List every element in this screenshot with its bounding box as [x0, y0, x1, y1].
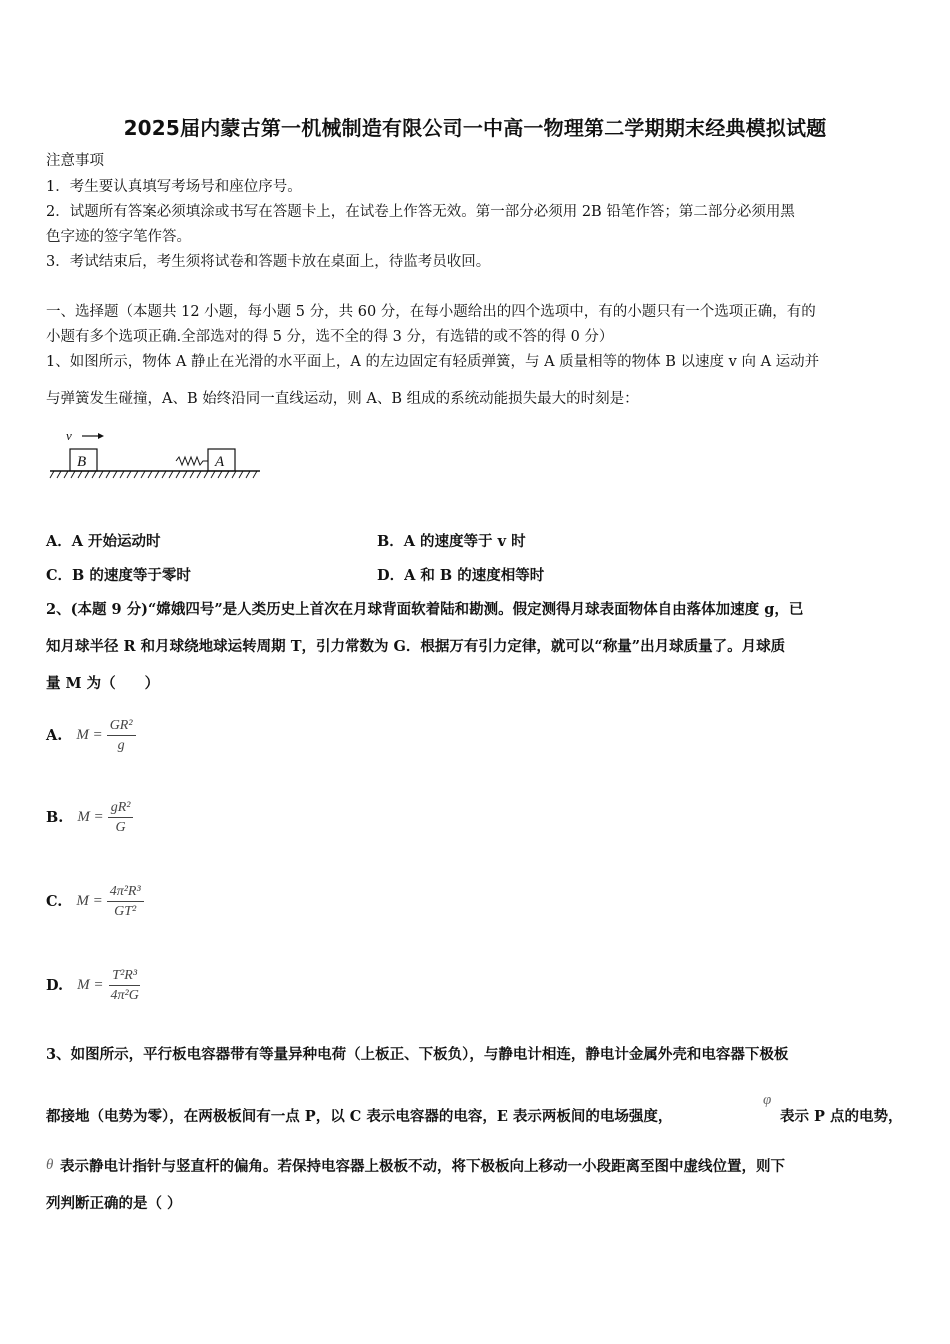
- q2-option-a-lhs: M =: [76, 726, 103, 743]
- q2-text-line2: 知月球半径 R 和月球绕地球运转周期 T，引力常数为 G．根据万有引力定律，就可以“称量”出月球质量了。月球质: [46, 638, 786, 655]
- q2-option-d-denominator: 4π²G: [110, 987, 139, 1003]
- q3-text-line2b: 表示 P 点的电势，: [780, 1108, 903, 1125]
- q2-option-b-fraction: [108, 799, 134, 836]
- q2-option-c-numerator: 4π²R³: [107, 883, 144, 902]
- q2-option-b-lhs: M =: [77, 808, 104, 825]
- q2-option-a-fraction: [107, 717, 136, 754]
- q3-text-line4: 列判断正确的是（ ）: [46, 1195, 182, 1212]
- q2-option-c-fraction: [107, 883, 144, 920]
- spring: [176, 457, 208, 465]
- q3-text-line1: 3、如图所示，平行板电容器带有等量异种电荷（上板正、下板负），与静电计相连，静电计金属外壳和电容器下极板: [46, 1046, 789, 1063]
- section-heading-line2: 小题有多个选项正确.全部选对的得 5 分，选不全的得 3 分，有选错的或不答的得 0 分）: [46, 329, 614, 345]
- q2-option-d-label: D.: [46, 976, 64, 994]
- q2-option-c-label: C.: [46, 892, 63, 910]
- block-a-label: A: [215, 454, 225, 470]
- q2-option-d-numerator: T²R³: [109, 967, 140, 986]
- notice-item-2-cont: 色字迹的签字笔作答。: [46, 229, 191, 245]
- ground-hatching: [50, 471, 257, 478]
- q2-option-b-label: B.: [46, 808, 64, 826]
- q2-option-a: [46, 711, 136, 759]
- q1-text-line2: 与弹簧发生碰撞，A、B 始终沿同一直线运动，则 A、B 组成的系统动能损失最大的时刻是：: [46, 391, 639, 407]
- q2-option-d-fraction: [107, 967, 141, 1004]
- q1-text-line1: 1、如图所示，物体 A 静止在光滑的水平面上，A 的左边固定有轻质弹簧，与 A 质量相等的物体 B 以速度 v 向 A 运动并: [46, 354, 820, 370]
- q3-theta-symbol: θ: [46, 1157, 54, 1173]
- q2-text-line3: 量 M 为（ ）: [46, 675, 160, 692]
- section-heading-line1: 一、选择题（本题共 12 小题，每小题 5 分，共 60 分，在每小题给出的四个选项中，有的小题只有一个选项正确，有的: [46, 304, 816, 320]
- q2-text-line1: 2、(本题 9 分)“嫦娥四号”是人类历史上首次在月球背面软着陆和勘测。假定测得月球表面物体自由落体加速度 g，已: [46, 601, 804, 618]
- notice-item-3: 3．考试结束后，考生须将试卷和答题卡放在桌面上，待监考员收回。: [46, 254, 491, 270]
- notice-heading: 注意事项: [46, 153, 104, 169]
- block-b-label: B: [77, 454, 87, 470]
- q2-option-b-numerator: gR²: [108, 799, 134, 818]
- q2-option-d-lhs: M =: [77, 976, 104, 993]
- velocity-label: v: [66, 428, 72, 443]
- q2-option-c-denominator: GT²: [114, 903, 137, 919]
- q2-option-d: [46, 961, 142, 1009]
- page-title: 2025届内蒙古第一机械制造有限公司一中高一物理第二学期期末经典模拟试题: [123, 116, 827, 140]
- q2-option-b: [46, 793, 133, 841]
- notice-item-1: 1．考生要认真填写考场号和座位序号。: [46, 179, 302, 195]
- q1-option-a: A．A 开始运动时: [46, 533, 161, 550]
- velocity-arrow: [82, 433, 104, 439]
- notice-item-2: 2．试题所有答案必须填涂或书写在答题卡上，在试卷上作答无效。第一部分必须用 2B 铅笔作答；第二部分必须用黑: [46, 204, 795, 220]
- q3-text-line3: 表示静电计指针与竖直杆的偏角。若保持电容器上极板不动，将下极板向上移动一小段距离至图中虚线位置，则下: [60, 1158, 785, 1175]
- q1-option-b: B．A 的速度等于 v 时: [377, 533, 526, 550]
- q2-option-c-lhs: M =: [76, 892, 103, 909]
- q2-option-a-label: A.: [46, 726, 63, 744]
- q1-option-d: D．A 和 B 的速度相等时: [377, 567, 545, 584]
- q1-option-c: C．B 的速度等于零时: [46, 567, 191, 584]
- q2-option-b-denominator: G: [115, 819, 126, 835]
- q2-option-a-denominator: g: [117, 737, 125, 753]
- q3-phi-symbol: φ: [763, 1092, 772, 1108]
- q3-text-line2a: 都接地（电势为零），在两极板间有一点 P，以 C 表示电容器的电容，E 表示两板间的电场强度，: [46, 1108, 673, 1125]
- q2-option-c: [46, 877, 144, 925]
- q1-figure: [46, 425, 268, 487]
- q2-option-a-numerator: GR²: [107, 717, 136, 736]
